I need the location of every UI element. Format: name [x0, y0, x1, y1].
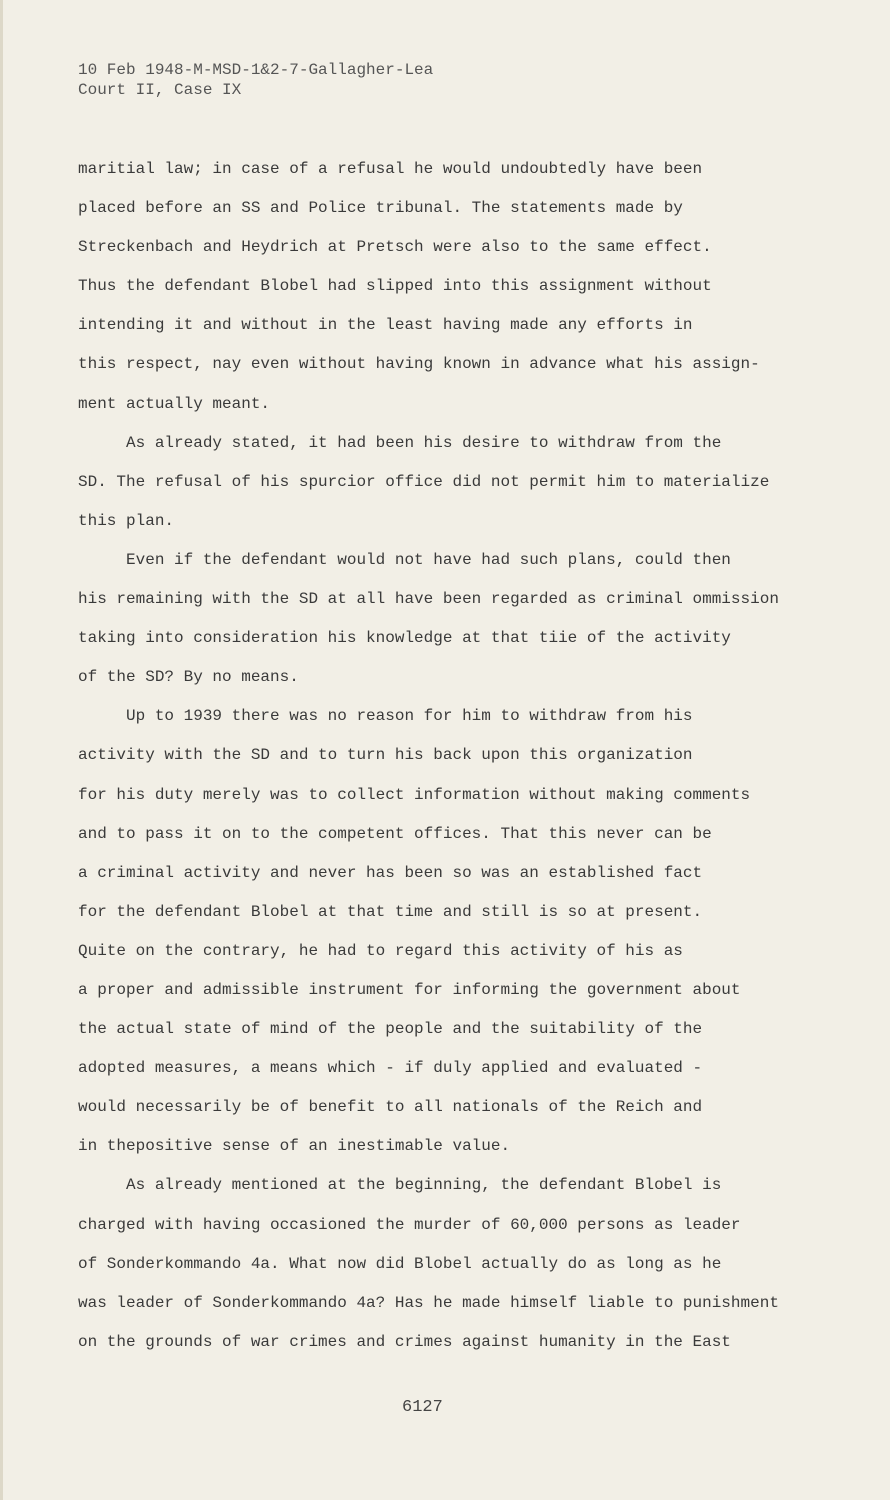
text-line: a criminal activity and never has been so was an established fact: [78, 863, 703, 882]
text-line: and to pass it on to the competent offices. That this never can be: [78, 824, 712, 843]
text-line: for the defendant Blobel at that time and still is so at present.: [78, 902, 703, 921]
text-line: was leader of Sonderkommando 4a? Has he made himself liable to punishment: [78, 1293, 779, 1312]
text-line: this respect, nay even without having known in advance what his assign-: [78, 355, 760, 374]
document-header: [78, 60, 433, 100]
text-line: for his duty merely was to collect information without making comments: [78, 785, 751, 804]
text-line: ment actually meant.: [78, 394, 271, 413]
document-body: [78, 150, 868, 1362]
text-line: the actual state of mind of the people and the suitability of the: [78, 1020, 703, 1039]
text-line: Up to 1939 there was no reason for him to withdraw from his: [78, 707, 693, 726]
text-line: placed before an SS and Police tribunal. The statements made by: [78, 199, 683, 218]
text-line: Streckenbach and Heydrich at Pretsch were also to the same effect.: [78, 238, 712, 257]
text-line: of the SD? By no means.: [78, 668, 299, 687]
text-line: Quite on the contrary, he had to regard this activity of his as: [78, 941, 683, 960]
text-line: SD. The refusal of his spurcior office did not permit him to materialize: [78, 472, 770, 491]
text-line: activity with the SD and to turn his back upon this organization: [78, 746, 693, 765]
text-line: of Sonderkommando 4a. What now did Blobel actually do as long as he: [78, 1254, 722, 1273]
text-line: would necessarily be of benefit to all nationals of the Reich and: [78, 1098, 703, 1117]
header-line-1: 10 Feb 1948-M-MSD-1&2-7-Gallagher-Lea: [78, 61, 434, 79]
text-line: Thus the defendant Blobel had slipped into this assignment without: [78, 277, 712, 296]
text-line: maritial law; in case of a refusal he would undoubtedly have been: [78, 160, 703, 178]
text-line: intending it and without in the least having made any efforts in: [78, 316, 693, 335]
text-line: charged with having occasioned the murder of 60,000 persons as leader: [78, 1215, 741, 1234]
text-line: his remaining with the SD at all have been regarded as criminal ommission: [78, 590, 779, 609]
page-number: 6127: [402, 1398, 443, 1417]
text-line: on the grounds of war crimes and crimes against humanity in the East: [78, 1332, 731, 1351]
header-line-2: Court II, Case IX: [78, 81, 242, 99]
text-line: As already mentioned at the beginning, the defendant Blobel is: [78, 1176, 722, 1195]
text-line: As already stated, it had been his desire to withdraw from the: [78, 433, 722, 452]
text-line: Even if the defendant would not have had such plans, could then: [78, 550, 731, 569]
text-line: a proper and admissible instrument for informing the government about: [78, 980, 741, 999]
text-line: in thepositive sense of an inestimable value.: [78, 1137, 511, 1156]
page-edge: [0, 0, 3, 1500]
text-line: taking into consideration his knowledge at that tiie of the activity: [78, 629, 731, 648]
text-line: this plan.: [78, 511, 175, 530]
text-line: adopted measures, a means which - if duly applied and evaluated -: [78, 1059, 703, 1078]
